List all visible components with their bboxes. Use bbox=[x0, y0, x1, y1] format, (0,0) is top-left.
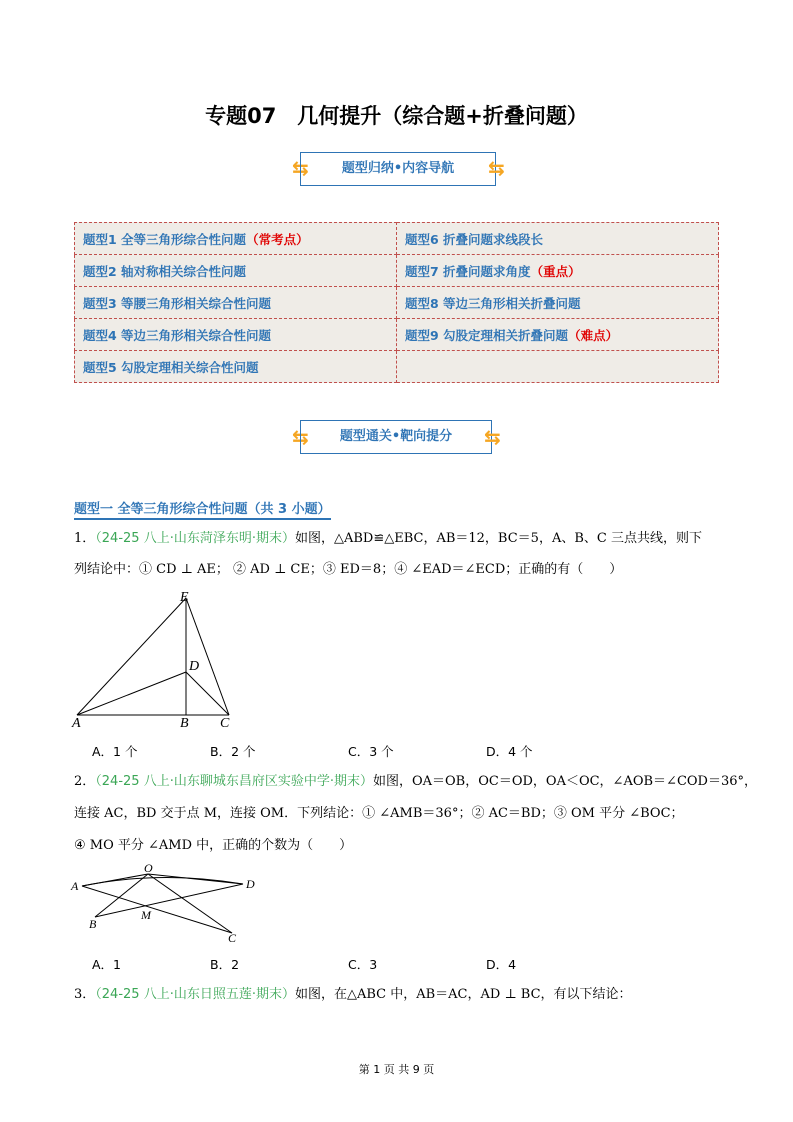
label-M: M bbox=[141, 908, 151, 922]
label-O: O bbox=[144, 861, 153, 875]
option-b[interactable]: B．2 个 bbox=[210, 744, 256, 759]
label-D: D bbox=[246, 877, 255, 891]
topic-link[interactable]: 题型6 折叠问题求线段长 bbox=[397, 223, 719, 255]
question-1-line2: 列结论中：① CD ⊥ AE； ② AD ⊥ CE；③ ED＝8；④ ∠EAD＝∠ECD；正确的有（ ） bbox=[74, 562, 623, 577]
label-B: B bbox=[89, 917, 97, 931]
topic-link[interactable]: 题型1 全等三角形综合性问题（常考点） bbox=[75, 223, 397, 255]
page-footer: 第 1 页 共 9 页 bbox=[358, 1063, 435, 1076]
option-b[interactable]: B．2 bbox=[210, 957, 240, 972]
label-C: C bbox=[228, 931, 237, 945]
label-D: D bbox=[189, 659, 200, 674]
option-d[interactable]: D．4 bbox=[486, 957, 517, 972]
option-a[interactable]: A．1 个 bbox=[92, 744, 138, 759]
decoration-icon: ⇆ bbox=[292, 156, 309, 180]
label-A: A bbox=[72, 716, 81, 731]
label-C: C bbox=[220, 716, 230, 731]
topic-link[interactable]: 题型3 等腰三角形相关综合性问题 bbox=[75, 287, 397, 319]
question-2-line3: ④ MO 平分 ∠AMD 中，正确的个数为（ ） bbox=[74, 838, 353, 853]
topic-link[interactable]: 题型2 轴对称相关综合性问题 bbox=[75, 255, 397, 287]
topic-link[interactable]: 题型5 勾股定理相关综合性问题 bbox=[75, 351, 397, 383]
nav-heading: 题型归纳•内容导航 bbox=[300, 152, 496, 186]
decoration-icon: ⇆ bbox=[292, 425, 309, 449]
option-d[interactable]: D．4 个 bbox=[486, 744, 533, 759]
option-a[interactable]: A．1 bbox=[92, 957, 122, 972]
topic-link[interactable]: 题型8 等边三角形相关折叠问题 bbox=[397, 287, 719, 319]
label-E: E bbox=[180, 590, 189, 605]
topic-link[interactable]: 题型4 等边三角形相关综合性问题 bbox=[75, 319, 397, 351]
option-c[interactable]: C．3 bbox=[348, 957, 378, 972]
figure-2 bbox=[82, 874, 243, 933]
option-c[interactable]: C．3 个 bbox=[348, 744, 394, 759]
section-heading: 题型一 全等三角形综合性问题（共 3 小题） bbox=[74, 498, 331, 520]
label-A: A bbox=[71, 879, 79, 893]
nav-heading: 题型通关•靶向提分 bbox=[300, 420, 492, 454]
topic-link[interactable]: 题型9 勾股定理相关折叠问题（难点） bbox=[397, 319, 719, 351]
figure-1 bbox=[77, 598, 229, 715]
question-2: 2．（24-25 八上·山东聊城东昌府区实验中学·期末）如图，OA＝OB，OC＝OD，OA＜OC，∠AOB＝∠COD＝36°， bbox=[74, 774, 758, 789]
label-B: B bbox=[180, 716, 189, 731]
decoration-icon: ⇆ bbox=[484, 425, 501, 449]
topic-link[interactable]: 题型7 折叠问题求角度（重点） bbox=[397, 255, 719, 287]
question-2-line2: 连接 AC，BD 交于点 M，连接 OM．下列结论：① ∠AMB＝36°；② AC＝BD；③ OM 平分 ∠BOC； bbox=[74, 806, 684, 821]
page-title: 专题07 几何提升（综合题+折叠问题） bbox=[205, 104, 588, 128]
decoration-icon: ⇆ bbox=[488, 156, 505, 180]
question-3: 3．（24-25 八上·山东日照五莲·期末）如图，在△ABC 中，AB＝AC，AD ⊥ BC，有以下结论： bbox=[74, 987, 632, 1002]
question-1: 1．（24-25 八上·山东菏泽东明·期末）如图，△ABD≌△EBC，AB＝12，BC＝5，A、B、C 三点共线，则下 bbox=[74, 531, 702, 546]
